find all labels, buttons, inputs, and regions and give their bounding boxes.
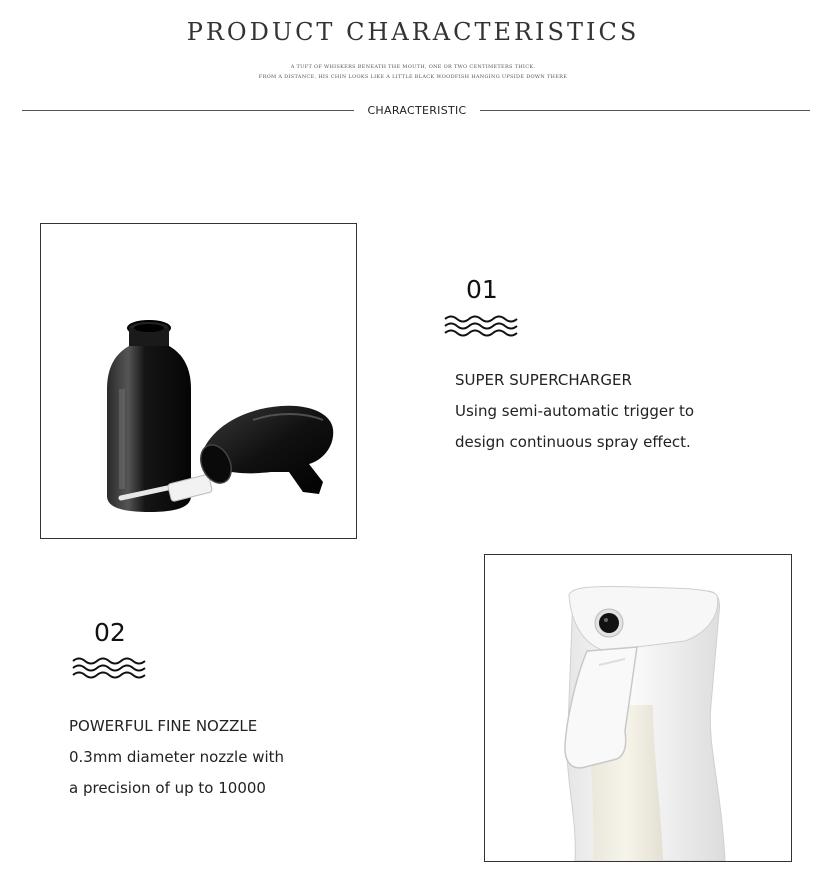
feature-1-desc-line-1: Using semi-automatic trigger to: [455, 402, 695, 420]
subtitle-line-1: A TUFT OF WHISKERS BENEATH THE MOUTH, ONE OR TWO CENTIMETERS THICK.: [290, 64, 536, 70]
divider-right: [480, 110, 810, 111]
section-label: CHARACTERISTIC: [367, 104, 467, 117]
feature-2-number: 02: [94, 618, 126, 647]
divider-left: [22, 110, 354, 111]
page-title: PRODUCT CHARACTERISTICS: [186, 18, 640, 46]
subtitle-line-2: FROM A DISTANCE, HIS CHIN LOOKS LIKE A LITTLE BLACK WOODFISH HANGING UPSIDE DOWN THERE: [258, 74, 568, 80]
feature-2-title: POWERFUL FINE NOZZLE: [69, 717, 258, 735]
wave-icon: [71, 656, 149, 680]
feature-1-title: SUPER SUPERCHARGER: [455, 371, 632, 389]
feature-2-image: [484, 554, 792, 862]
white-nozzle-icon: [485, 555, 791, 861]
feature-1-number: 01: [466, 275, 498, 304]
wave-icon: [443, 314, 521, 338]
feature-2-desc-line-2: a precision of up to 10000: [69, 779, 266, 797]
feature-2-desc-line-1: 0.3mm diameter nozzle with: [69, 748, 285, 766]
feature-1-desc-line-2: design continuous spray effect.: [455, 433, 691, 451]
black-bottle-icon: [41, 224, 356, 538]
feature-1-image: [40, 223, 357, 539]
